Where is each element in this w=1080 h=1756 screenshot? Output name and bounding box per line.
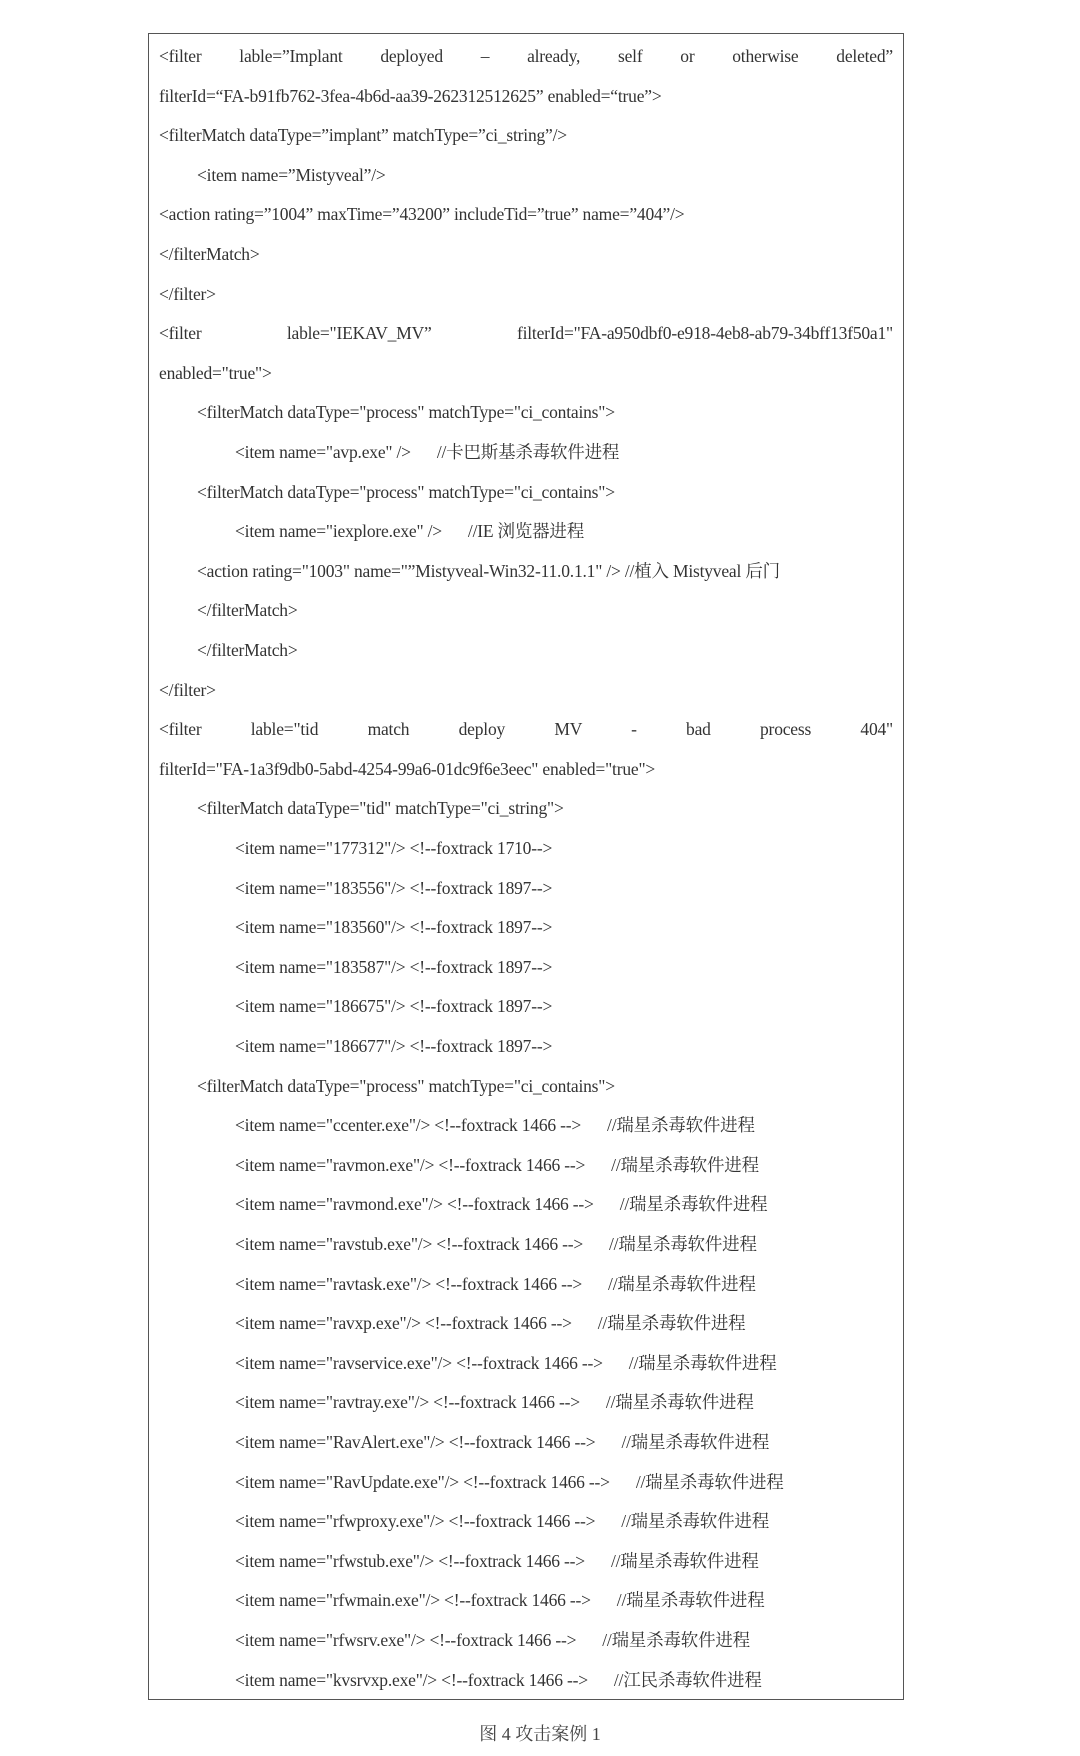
code-text: <item name="183556"/> <!--foxtrack 1897--> (235, 877, 553, 898)
code-text: <item name="ravservice.exe"/> <!--foxtrack 1466 --> (235, 1352, 603, 1373)
code-text: <item name="rfwproxy.exe"/> <!--foxtrack 1466 --> (235, 1511, 596, 1532)
code-text: <item name="kvsrvxp.exe"/> <!--foxtrack 1466 --> (235, 1669, 588, 1690)
code-text: <item name="RavAlert.exe"/> <!--foxtrack 1466 --> (235, 1432, 596, 1452)
code-text: filterId=“FA-b91fb762-3fea-4b6d-aa39-262312512625” enabled=“true”> (159, 85, 662, 106)
code-line (197, 160, 893, 190)
code-text: <item name="ravxp.exe"/> <!--foxtrack 1466 --> (235, 1313, 572, 1334)
code-comment: //瑞星杀毒软件进程 (619, 1194, 768, 1215)
code-line (159, 41, 893, 71)
code-text: <item name="186675"/> <!--foxtrack 1897--> (235, 996, 553, 1017)
code-text: enabled="true"> (159, 362, 272, 383)
code-line (159, 81, 893, 111)
code-line (235, 1467, 893, 1497)
code-comment: //瑞星杀毒软件进程 (611, 1154, 759, 1175)
code-text: <item name="ravtask.exe"/> <!--foxtrack 1466 --> (235, 1273, 583, 1294)
code-line (235, 991, 893, 1021)
code-text: <item name="ravtray.exe"/> <!--foxtrack 1466 --> (235, 1392, 580, 1413)
code-text: <item name=”Mistyveal”/> (197, 164, 386, 185)
code-line (197, 793, 893, 823)
code-line (197, 556, 893, 586)
code-line (235, 1546, 893, 1576)
code-text: <item name="183560"/> <!--foxtrack 1897--> (235, 917, 553, 938)
code-line (197, 397, 893, 427)
code-text: </filterMatch> (197, 640, 298, 660)
code-line (235, 1031, 893, 1061)
code-text: <item name="ravmon.exe"/> <!--foxtrack 1466 --> (235, 1154, 586, 1175)
code-line (235, 833, 893, 863)
code-comment: //瑞星杀毒软件进程 (610, 1550, 759, 1571)
code-text: <item name="186677"/> <!--foxtrack 1897--> (235, 1036, 553, 1056)
code-comment: //瑞星杀毒软件进程 (608, 1273, 756, 1294)
code-line (197, 1071, 893, 1101)
code-line (235, 873, 893, 903)
code-line (159, 318, 893, 348)
code-text: <item name="rfwstub.exe"/> <!--foxtrack 1466 --> (235, 1550, 585, 1571)
code-line (235, 1665, 893, 1695)
code-text: filterId="FA-1a3f9db0-5abd-4254-99a6-01dc9f6e3eec" enabled="true"> (159, 758, 656, 779)
code-text: <item name="rfwsrv.exe"/> <!--foxtrack 1466 --> (235, 1630, 577, 1650)
code-line (235, 1506, 893, 1536)
code-text: </filterMatch> (197, 600, 298, 621)
code-text: <item name="183587"/> <!--foxtrack 1897--> (235, 956, 553, 977)
code-text: </filter> (159, 283, 216, 304)
code-line (159, 754, 893, 784)
code-comment: //瑞星杀毒软件进程 (609, 1234, 757, 1254)
code-text: <filterMatch dataType="process" matchType="ci_contains"> (197, 1075, 615, 1096)
code-text: <item name="ravstub.exe"/> <!--foxtrack 1466 --> (235, 1234, 584, 1254)
code-line (235, 1269, 893, 1299)
code-text: <item name="avp.exe" /> (235, 442, 411, 462)
code-comment: //瑞星杀毒软件进程 (616, 1590, 765, 1611)
code-text: </filterMatch> (159, 244, 260, 264)
code-line (159, 199, 893, 229)
code-comment: //瑞星杀毒软件进程 (621, 1432, 770, 1452)
code-line (159, 675, 893, 705)
code-line (159, 120, 893, 150)
code-line (197, 477, 893, 507)
code-line (235, 1150, 893, 1180)
code-comment: //瑞星杀毒软件进程 (628, 1352, 777, 1373)
code-text: <filterMatch dataType=”implant” matchType=”ci_string”/> (159, 125, 567, 146)
code-text: <action rating="1003" name="”Mistyveal-Win32-11.0.1.1" /> //植入 Mistyveal 后门 (197, 560, 780, 581)
code-comment: //IE 浏览器进程 (467, 521, 585, 542)
code-comment: //瑞星杀毒软件进程 (635, 1471, 784, 1492)
code-line (235, 1387, 893, 1417)
code-line (197, 595, 893, 625)
code-line (235, 1348, 893, 1378)
code-line (197, 635, 893, 665)
code-comment: //江民杀毒软件进程 (613, 1669, 762, 1690)
code-line (235, 1110, 893, 1140)
code-text: <filter lable=”Implant deployed – already, self or otherwise deleted” (159, 46, 893, 66)
code-text: <item name="RavUpdate.exe"/> <!--foxtrack 1466 --> (235, 1471, 610, 1492)
code-line (235, 1229, 893, 1259)
code-line (159, 714, 893, 744)
code-listing-box (148, 33, 904, 1700)
code-line (159, 239, 893, 269)
code-text: <item name="rfwmain.exe"/> <!--foxtrack 1466 --> (235, 1590, 591, 1611)
code-text: <filterMatch dataType="process" matchType="ci_contains"> (197, 481, 615, 502)
code-text: <filterMatch dataType="tid" matchType="ci_string"> (197, 798, 564, 819)
code-line (159, 358, 893, 388)
code-comment: //卡巴斯基杀毒软件进程 (436, 442, 620, 462)
code-line (235, 1427, 893, 1457)
code-text: <item name="iexplore.exe" /> (235, 521, 442, 542)
code-comment: //瑞星杀毒软件进程 (597, 1313, 746, 1334)
code-line (235, 952, 893, 982)
code-comment: //瑞星杀毒软件进程 (602, 1630, 750, 1650)
code-comment: //瑞星杀毒软件进程 (621, 1511, 770, 1532)
code-line (235, 1308, 893, 1338)
code-text: <item name="ccenter.exe"/> <!--foxtrack 1466 --> (235, 1115, 582, 1136)
code-text: <item name="177312"/> <!--foxtrack 1710--> (235, 838, 553, 858)
code-line (235, 1585, 893, 1615)
code-text: <action rating=”1004” maxTime=”43200” includeTid=”true” name=”404”/> (159, 204, 685, 225)
code-comment: //瑞星杀毒软件进程 (607, 1115, 755, 1136)
code-line (235, 912, 893, 942)
code-text: <filter lable="IEKAV_MV” filterId="FA-a950dbf0-e918-4eb8-ab79-34bff13f50a1" (159, 323, 893, 344)
figure-caption: 图 4 攻击案例 1 (479, 1724, 601, 1744)
code-line (235, 1189, 893, 1219)
code-line (235, 516, 893, 546)
code-text: <filterMatch dataType="process" matchType="ci_contains"> (197, 402, 615, 423)
code-text: </filter> (159, 679, 216, 700)
code-line (159, 279, 893, 309)
code-line (235, 1625, 893, 1655)
code-line (235, 437, 893, 467)
code-comment: //瑞星杀毒软件进程 (605, 1392, 754, 1413)
code-text: <item name="ravmond.exe"/> <!--foxtrack 1466 --> (235, 1194, 594, 1215)
code-text: <filter lable="tid match deploy MV - bad process 404" (159, 719, 893, 740)
